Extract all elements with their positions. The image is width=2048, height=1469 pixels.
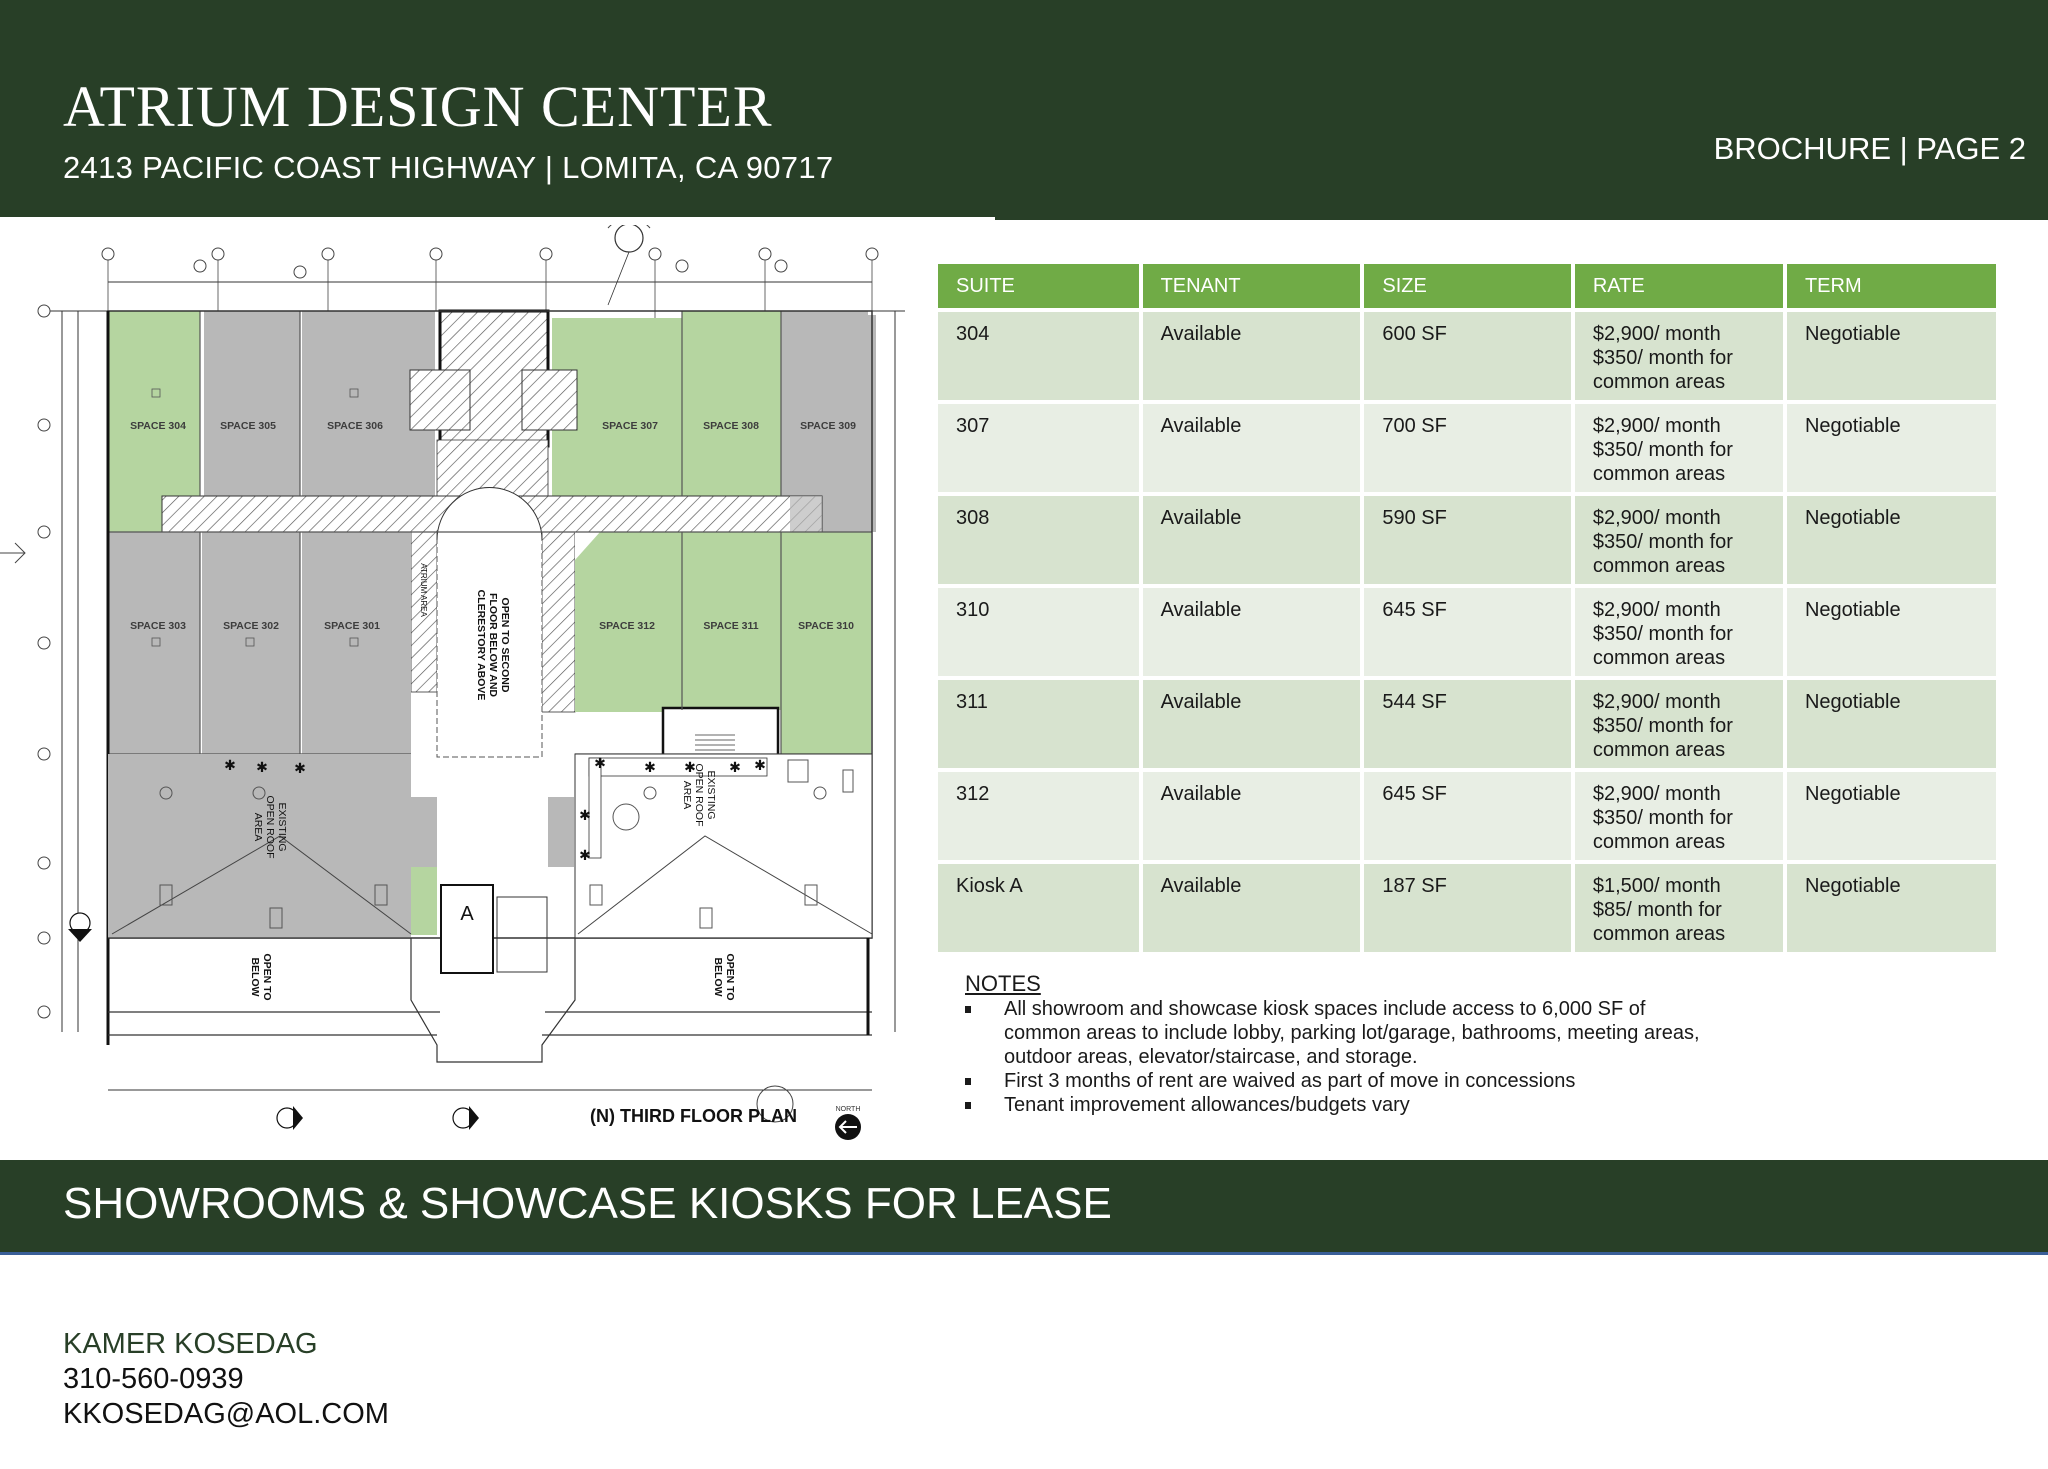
- table-row: [938, 404, 1996, 492]
- svg-text:AREA: AREA: [681, 780, 693, 810]
- term-cell: Negotiable: [1787, 404, 1996, 492]
- svg-text:FLOOR BELOW AND: FLOOR BELOW AND: [487, 592, 499, 698]
- size-cell: 590 SF: [1364, 496, 1571, 584]
- header-bar: [0, 0, 2048, 220]
- space-302-area: [202, 532, 300, 754]
- svg-text:✱: ✱: [594, 755, 606, 771]
- svg-text:✱: ✱: [729, 759, 741, 775]
- size-cell: 600 SF: [1364, 312, 1571, 400]
- space-305-area: [204, 311, 300, 496]
- kiosk-a-marker: [441, 885, 493, 973]
- notes-title: NOTES: [965, 971, 1041, 996]
- space-305-label: SPACE 305: [220, 420, 276, 432]
- contact-phone[interactable]: 310-560-0939: [63, 1363, 244, 1395]
- lease-banner: [0, 1160, 2048, 1255]
- term-cell: Negotiable: [1787, 496, 1996, 584]
- col-rate: RATE: [1575, 264, 1783, 308]
- term-cell: Negotiable: [1787, 772, 1996, 860]
- rate-cell: $2,900/ month $350/ month for common areas: [1575, 496, 1783, 584]
- col-term: TERM: [1787, 264, 1996, 308]
- detail-callout-3: [608, 225, 650, 305]
- tenant-cell: Available: [1143, 772, 1361, 860]
- tenant-cell: Available: [1143, 312, 1361, 400]
- col-tenant: TENANT: [1143, 264, 1361, 308]
- roof-area-left: [108, 754, 411, 938]
- note-item: All showroom and showcase kiosk spaces include access to 6,000 SF of common areas to include lobby, parking lot/garage, bathrooms, meeting areas, outdoor areas, elevator/staircase, and storage.: [965, 997, 1725, 1069]
- contact-email[interactable]: KKOSEDAG@AOL.COM: [63, 1398, 389, 1430]
- svg-text:OPEN ROOF: OPEN ROOF: [693, 763, 705, 827]
- tenant-cell: Available: [1143, 404, 1361, 492]
- space-302-label: SPACE 302: [223, 620, 279, 632]
- term-cell: Negotiable: [1787, 588, 1996, 676]
- space-306-area: [302, 311, 411, 496]
- atrium-open-label-1: OPEN TO SECOND: [499, 597, 511, 693]
- col-suite: SUITE: [938, 264, 1139, 308]
- space-308-label: SPACE 308: [703, 420, 759, 432]
- suite-cell: 304: [938, 312, 1139, 400]
- open-below-left-label: OPEN TO: [261, 953, 273, 1001]
- note-item: First 3 months of rent are waived as part of move in concessions: [965, 1069, 1725, 1093]
- space-312-label: SPACE 312: [599, 620, 655, 632]
- svg-text:ATRIUM AREA: ATRIUM AREA: [419, 563, 428, 617]
- svg-text:BELOW: BELOW: [249, 957, 261, 997]
- plan-title: (N) THIRD FLOOR PLAN: [590, 1106, 797, 1126]
- roof-right-label: EXISTING: [705, 770, 717, 820]
- tenant-cell: Available: [1143, 680, 1361, 768]
- table-header-row: [938, 264, 1996, 308]
- space-301-label: SPACE 301: [324, 620, 380, 632]
- table-row: [938, 772, 1996, 860]
- table-row: [938, 588, 1996, 676]
- space-310-label: SPACE 310: [798, 620, 854, 632]
- size-cell: 187 SF: [1364, 864, 1571, 952]
- table-row: [938, 312, 1996, 400]
- tenant-cell: Available: [1143, 588, 1361, 676]
- space-301-area: [302, 532, 411, 754]
- size-cell: 700 SF: [1364, 404, 1571, 492]
- page-label: BROCHURE | PAGE 2: [1713, 131, 2026, 166]
- svg-text:OPEN ROOF: OPEN ROOF: [264, 795, 276, 859]
- space-303-area: [108, 532, 200, 754]
- rate-cell: $2,900/ month $350/ month for common areas: [1575, 772, 1783, 860]
- space-311-label: SPACE 311: [703, 620, 759, 632]
- table-row: [938, 864, 1996, 952]
- address-subtitle: 2413 PACIFIC COAST HIGHWAY | LOMITA, CA 90717: [63, 150, 834, 185]
- space-306-label: SPACE 306: [327, 420, 383, 432]
- notes-section: [965, 972, 1725, 1117]
- section-marker-a: [277, 1106, 303, 1130]
- space-309-label: SPACE 309: [800, 420, 856, 432]
- north-label: NORTH: [835, 1106, 861, 1113]
- term-cell: Negotiable: [1787, 312, 1996, 400]
- tenant-cell: Available: [1143, 864, 1361, 952]
- note-item: Tenant improvement allowances/budgets vary: [965, 1093, 1725, 1117]
- lease-table: [934, 260, 2000, 956]
- roof-left-label: EXISTING: [276, 802, 288, 852]
- notes-list: [965, 997, 1725, 1117]
- svg-text:✱: ✱: [754, 757, 766, 773]
- suite-cell: 308: [938, 496, 1139, 584]
- rate-cell: $2,900/ month $350/ month for common areas: [1575, 680, 1783, 768]
- rate-cell: $2,900/ month $350/ month for common areas: [1575, 404, 1783, 492]
- open-below-right-label: OPEN TO: [724, 953, 736, 1001]
- bullet-icon: [965, 1078, 971, 1085]
- tenant-cell: Available: [1143, 496, 1361, 584]
- floor-plan: [0, 225, 935, 1145]
- table-row: [938, 680, 1996, 768]
- svg-text:✱: ✱: [579, 807, 591, 823]
- section-marker-b: [453, 1106, 479, 1130]
- svg-text:✱: ✱: [294, 760, 306, 776]
- bullet-icon: [965, 1102, 971, 1109]
- rate-cell: $1,500/ month $85/ month for common areas: [1575, 864, 1783, 952]
- space-303-label: SPACE 303: [130, 620, 186, 632]
- svg-text:✱: ✱: [644, 759, 656, 775]
- section-marker-c: [68, 913, 92, 942]
- size-cell: 645 SF: [1364, 588, 1571, 676]
- bullet-icon: [965, 1006, 971, 1013]
- suite-cell: 307: [938, 404, 1139, 492]
- suite-cell: 312: [938, 772, 1139, 860]
- space-310-area: [781, 532, 871, 754]
- term-cell: Negotiable: [1787, 864, 1996, 952]
- table-row: [938, 496, 1996, 584]
- size-cell: 544 SF: [1364, 680, 1571, 768]
- svg-text:AREA: AREA: [252, 812, 264, 842]
- rate-cell: $2,900/ month $350/ month for common areas: [1575, 312, 1783, 400]
- space-307-label: SPACE 307: [602, 420, 658, 432]
- svg-text:✱: ✱: [224, 757, 236, 773]
- header-divider: [0, 217, 995, 220]
- svg-text:✱: ✱: [256, 759, 268, 775]
- svg-text:CLERESTORY ABOVE: CLERESTORY ABOVE: [475, 589, 487, 701]
- size-cell: 645 SF: [1364, 772, 1571, 860]
- suite-cell: 311: [938, 680, 1139, 768]
- svg-text:BELOW: BELOW: [712, 957, 724, 997]
- space-308-area: [682, 311, 781, 496]
- rate-cell: $2,900/ month $350/ month for common areas: [1575, 588, 1783, 676]
- term-cell: Negotiable: [1787, 680, 1996, 768]
- north-arrow-icon: [835, 1114, 861, 1140]
- page-title: ATRIUM DESIGN CENTER: [63, 74, 773, 139]
- suite-cell: Kiosk A: [938, 864, 1139, 952]
- contact-block: [63, 1327, 389, 1432]
- suite-cell: 310: [938, 588, 1139, 676]
- svg-text:✱: ✱: [684, 759, 696, 775]
- kiosk-a-label: A: [460, 903, 474, 925]
- svg-text:✱: ✱: [579, 847, 591, 863]
- space-304-label: SPACE 304: [130, 420, 186, 432]
- col-size: SIZE: [1364, 264, 1571, 308]
- lease-banner-text: SHOWROOMS & SHOWCASE KIOSKS FOR LEASE: [63, 1179, 1112, 1228]
- contact-name: KAMER KOSEDAG: [63, 1328, 318, 1360]
